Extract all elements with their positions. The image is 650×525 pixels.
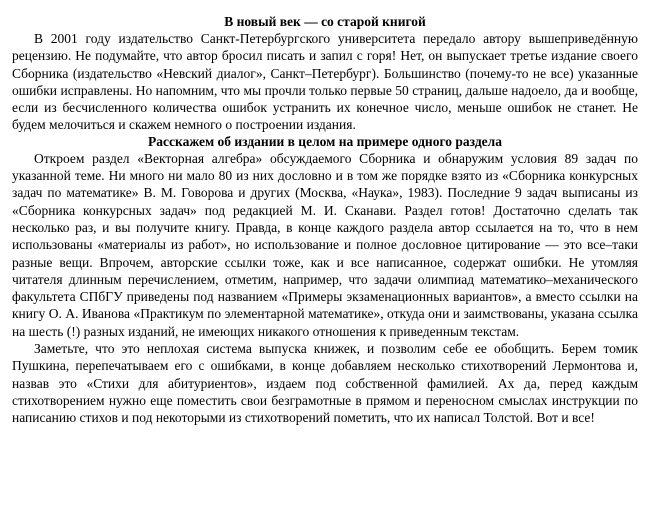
document-page [12, 14, 638, 427]
paragraph-third-edition: В 2001 году издательство Санкт-Петербургского университета передало автору вышеприведённую рецензию. Не подумайте, что автор бросил писать и запил с горя! Нет, он выпускает третье издание своего Сборника (издательство «Невский диалог», Санкт–Петербург). Большинство (почему-то не все) указанные ошибки исправлены. Но напомним, что мы прочли только первые 50 страниц, дальше надоело, да и вообще, если из бесчисленного количества ошибок устранить их конечное число, меньше ошибок не станет. Не будем мелочиться и скажем немного о построении издания. [12, 31, 638, 133]
section-heading-new-century: В новый век — со старой книгой [224, 14, 426, 29]
paragraph-publishing-system: Заметьте, что это неплохая система выпуска книжек, и позволим себе ее обобщить. Берем томик Пушкина, перепечатываем его с ошибками, в конце добавляем несколько стихотворений Лермонтова и, назвав это «Стихи для абитуриентов», издаем под собственной фамилией. Ах да, перед каждым стихотворением нужно еще поместить свои безграмотные в прямом и переносном смыслах инструкции по написанию стихов и под некоторыми из стихотворений пометить, что их написал Толстой. Вот и все! [12, 341, 638, 426]
section-heading-one-section-example: Расскажем об издании в целом на примере одного раздела [148, 133, 502, 149]
paragraph-vector-algebra: Откроем раздел «Векторная алгебра» обсуждаемого Сборника и обнаружим условия 89 задач по указанной теме. Ни много ни мало 80 из них дословно и в том же порядке взято из «Сборника конкурсных задач по математике» В. М. Говорова и других (Москва, «Наука», 1983). Последние 9 задач выписаны из «Сборника конкурсных задач» под редакцией М. И. Сканави. Раздел готов! Достаточно сделать так несколько раз, и вы получите книгу. Правда, в конце каждого раздела автор ссылается на то, что в нем использованы «материалы из работ», но использование и полное дословное цитирование — это все–таки разные вещи. Впрочем, авторские ссылки тоже, как и все написанное, содержат ошибки. Не утомляя читателя длинным перечислением, отметим, например, что задачи олимпиад математико–механического факультета СПбГУ приведены под названием «Примеры экзаменационных вариантов», а вместо ссылки на книгу О. А. Иванова «Практикум по элементарной математике», откуда они и заимствованы, указана ссылка на шесть (!) разных изданий, не имеющих никакого отношения к приведенным текстам. [12, 150, 638, 339]
